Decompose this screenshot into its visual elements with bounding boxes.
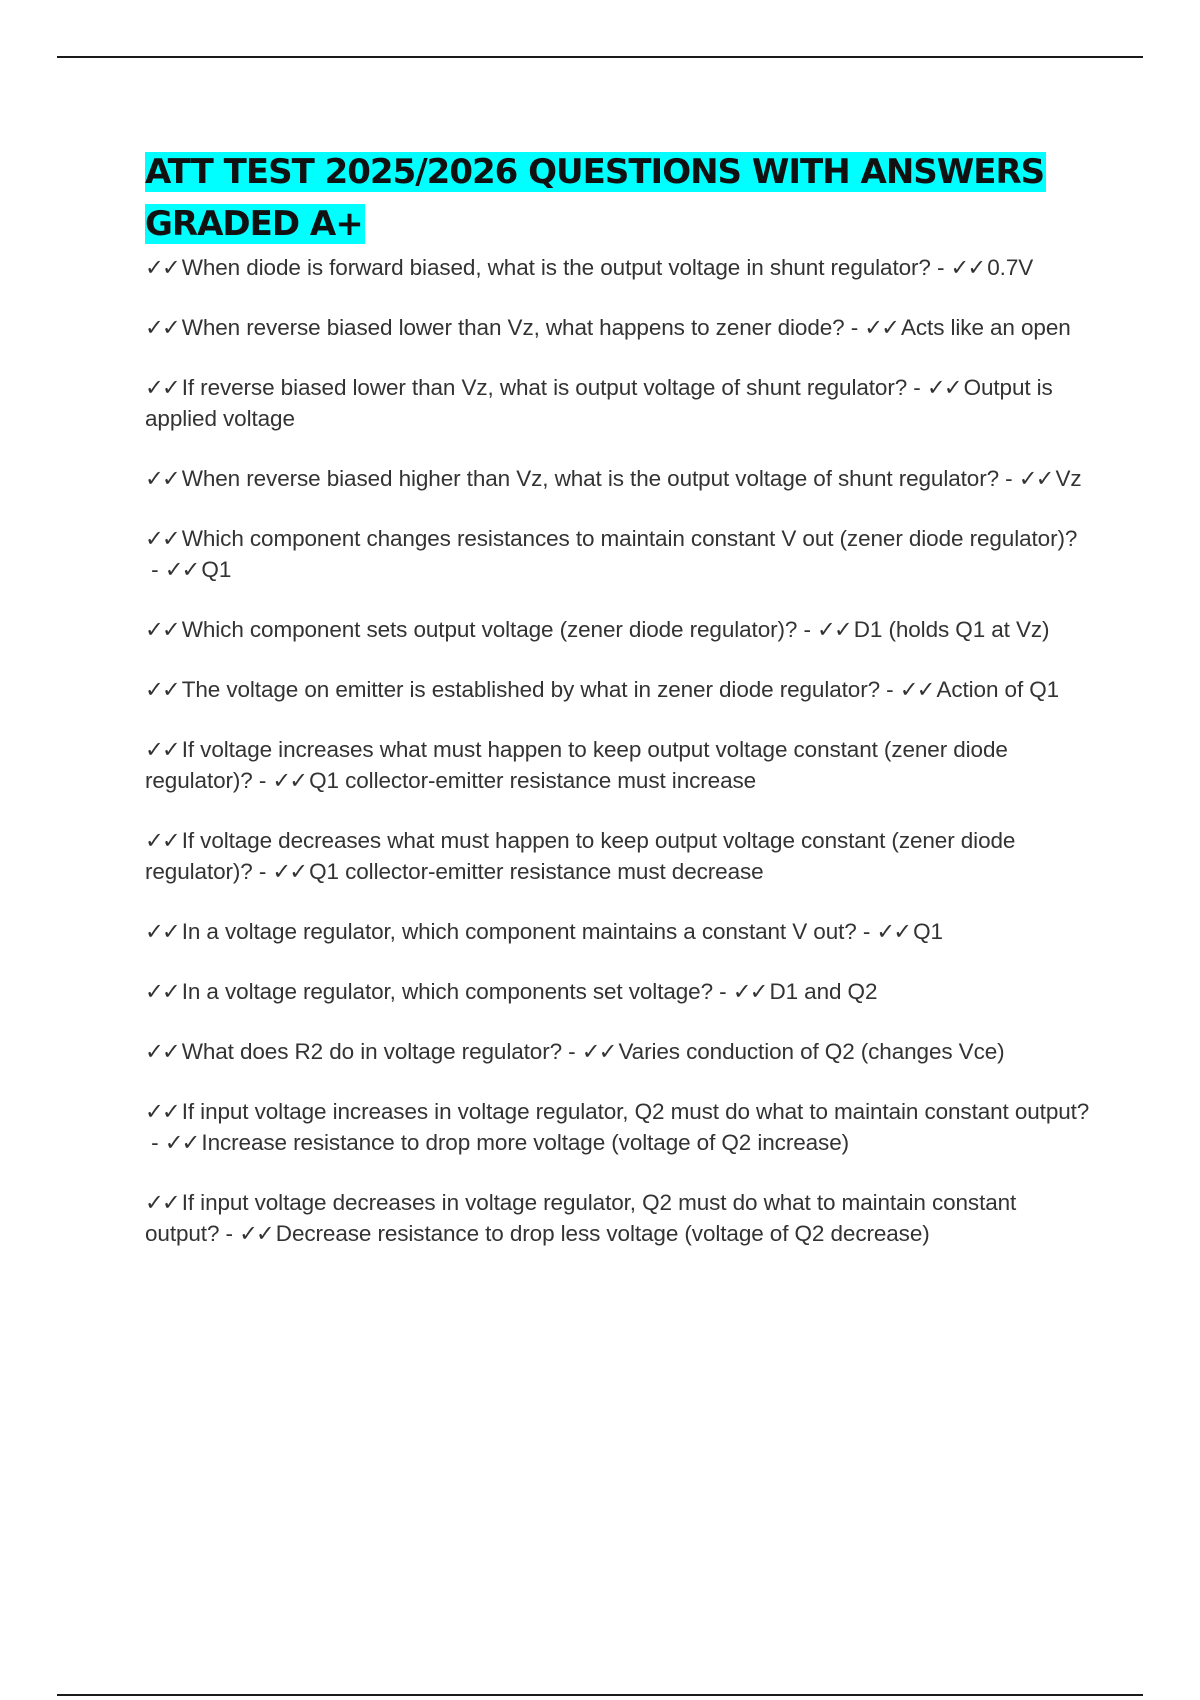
qa-separator: - xyxy=(562,1039,582,1064)
question-text: Which component sets output voltage (zener diode regulator)? xyxy=(181,617,798,642)
document-body xyxy=(145,146,1090,1278)
double-check-icon: ✓✓ xyxy=(145,828,179,853)
double-check-icon: ✓✓ xyxy=(145,617,179,642)
qa-item xyxy=(145,674,1090,705)
qa-item xyxy=(145,734,1090,796)
qa-item xyxy=(145,312,1090,343)
answer-text: Decrease resistance to drop less voltage (voltage of Q2 decrease) xyxy=(275,1221,930,1246)
double-check-icon: ✓✓ xyxy=(145,315,179,340)
double-check-icon: ✓✓ xyxy=(164,557,199,582)
question-text: If input voltage increases in voltage regulator, Q2 must do what to maintain constant output? xyxy=(181,1099,1090,1124)
document-title: ATT TEST 2025/2026 QUESTIONS WITH ANSWERS GRADED A+ xyxy=(145,152,1045,244)
qa-separator: - xyxy=(713,979,733,1004)
qa-item xyxy=(145,614,1090,645)
question-text: In a voltage regulator, which component maintains a constant V out? xyxy=(181,919,857,944)
question-text: When reverse biased lower than Vz, what happens to zener diode? xyxy=(181,315,845,340)
double-check-icon: ✓✓ xyxy=(876,919,911,944)
qa-separator: - xyxy=(219,1221,240,1246)
question-text: Which component changes resistances to maintain constant V out (zener diode regulator)? xyxy=(181,526,1078,551)
double-check-icon: ✓✓ xyxy=(145,1099,179,1124)
double-check-icon: ✓✓ xyxy=(272,859,307,884)
qa-item xyxy=(145,523,1090,585)
qa-separator: - xyxy=(252,768,273,793)
answer-text: 0.7V xyxy=(987,255,1034,280)
qa-item xyxy=(145,463,1090,494)
qa-separator: - xyxy=(252,859,273,884)
answer-text: Q1 collector-emitter resistance must decrease xyxy=(309,859,764,884)
qa-separator: - xyxy=(145,557,165,582)
qa-separator: - xyxy=(856,919,877,944)
double-check-icon: ✓✓ xyxy=(145,466,179,491)
document-title-block xyxy=(145,146,1090,250)
double-check-icon: ✓✓ xyxy=(950,255,985,280)
top-rule xyxy=(57,56,1143,58)
double-check-icon: ✓✓ xyxy=(1018,466,1053,491)
double-check-icon: ✓✓ xyxy=(581,1039,616,1064)
double-check-icon: ✓✓ xyxy=(145,979,179,1004)
double-check-icon: ✓✓ xyxy=(899,677,934,702)
question-text: If input voltage decreases in voltage regulator, Q2 must do what to maintain constant output? xyxy=(145,1190,1017,1246)
double-check-icon: ✓✓ xyxy=(864,315,898,340)
answer-text: Q1 collector-emitter resistance must increase xyxy=(309,768,757,793)
qa-item xyxy=(145,916,1090,947)
double-check-icon: ✓✓ xyxy=(732,979,767,1004)
double-check-icon: ✓✓ xyxy=(145,1039,179,1064)
qa-separator: - xyxy=(930,255,951,280)
double-check-icon: ✓✓ xyxy=(145,526,179,551)
double-check-icon: ✓✓ xyxy=(145,255,179,280)
question-text: What does R2 do in voltage regulator? xyxy=(181,1039,563,1064)
question-text: If voltage decreases what must happen to keep output voltage constant (zener diode regulator)? xyxy=(145,828,1016,884)
qa-item xyxy=(145,976,1090,1007)
double-check-icon: ✓✓ xyxy=(239,1221,273,1246)
question-text: The voltage on emitter is established by what in zener diode regulator? xyxy=(181,677,881,702)
qa-separator: - xyxy=(797,617,818,642)
answer-text: D1 and Q2 xyxy=(769,979,878,1004)
double-check-icon: ✓✓ xyxy=(145,919,179,944)
qa-list xyxy=(145,252,1090,1249)
double-check-icon: ✓✓ xyxy=(145,375,179,400)
answer-text: Action of Q1 xyxy=(936,677,1060,702)
qa-item xyxy=(145,825,1090,887)
double-check-icon: ✓✓ xyxy=(926,375,961,400)
answer-text: Q1 xyxy=(201,557,232,582)
qa-separator: - xyxy=(880,677,900,702)
qa-item xyxy=(145,1036,1090,1067)
bottom-rule xyxy=(57,1694,1143,1696)
answer-text: Output is applied voltage xyxy=(145,375,1053,431)
answer-text: Varies conduction of Q2 (changes Vce) xyxy=(618,1039,1005,1064)
qa-item xyxy=(145,1187,1090,1249)
question-text: If voltage increases what must happen to keep output voltage constant (zener diode regulator)? xyxy=(145,737,1008,793)
qa-item xyxy=(145,252,1090,283)
qa-item xyxy=(145,1096,1090,1158)
double-check-icon: ✓✓ xyxy=(164,1130,199,1155)
question-text: If reverse biased lower than Vz, what is output voltage of shunt regulator? xyxy=(181,375,908,400)
answer-text: D1 (holds Q1 at Vz) xyxy=(853,617,1050,642)
answer-text: Q1 xyxy=(913,919,943,944)
qa-separator: - xyxy=(999,466,1019,491)
answer-text: Increase resistance to drop more voltage (voltage of Q2 increase) xyxy=(201,1130,850,1155)
question-text: When diode is forward biased, what is the output voltage in shunt regulator? xyxy=(181,255,931,280)
double-check-icon: ✓✓ xyxy=(145,677,179,702)
question-text: When reverse biased higher than Vz, what is the output voltage of shunt regulator? xyxy=(181,466,1000,491)
answer-text: Acts like an open xyxy=(901,315,1071,340)
double-check-icon: ✓✓ xyxy=(817,617,851,642)
qa-separator: - xyxy=(844,315,865,340)
answer-text: Vz xyxy=(1055,466,1082,491)
qa-separator: - xyxy=(145,1130,165,1155)
question-text: In a voltage regulator, which components set voltage? xyxy=(181,979,714,1004)
double-check-icon: ✓✓ xyxy=(145,737,179,762)
double-check-icon: ✓✓ xyxy=(272,768,307,793)
qa-separator: - xyxy=(907,375,927,400)
qa-item xyxy=(145,372,1090,434)
double-check-icon: ✓✓ xyxy=(145,1190,179,1215)
